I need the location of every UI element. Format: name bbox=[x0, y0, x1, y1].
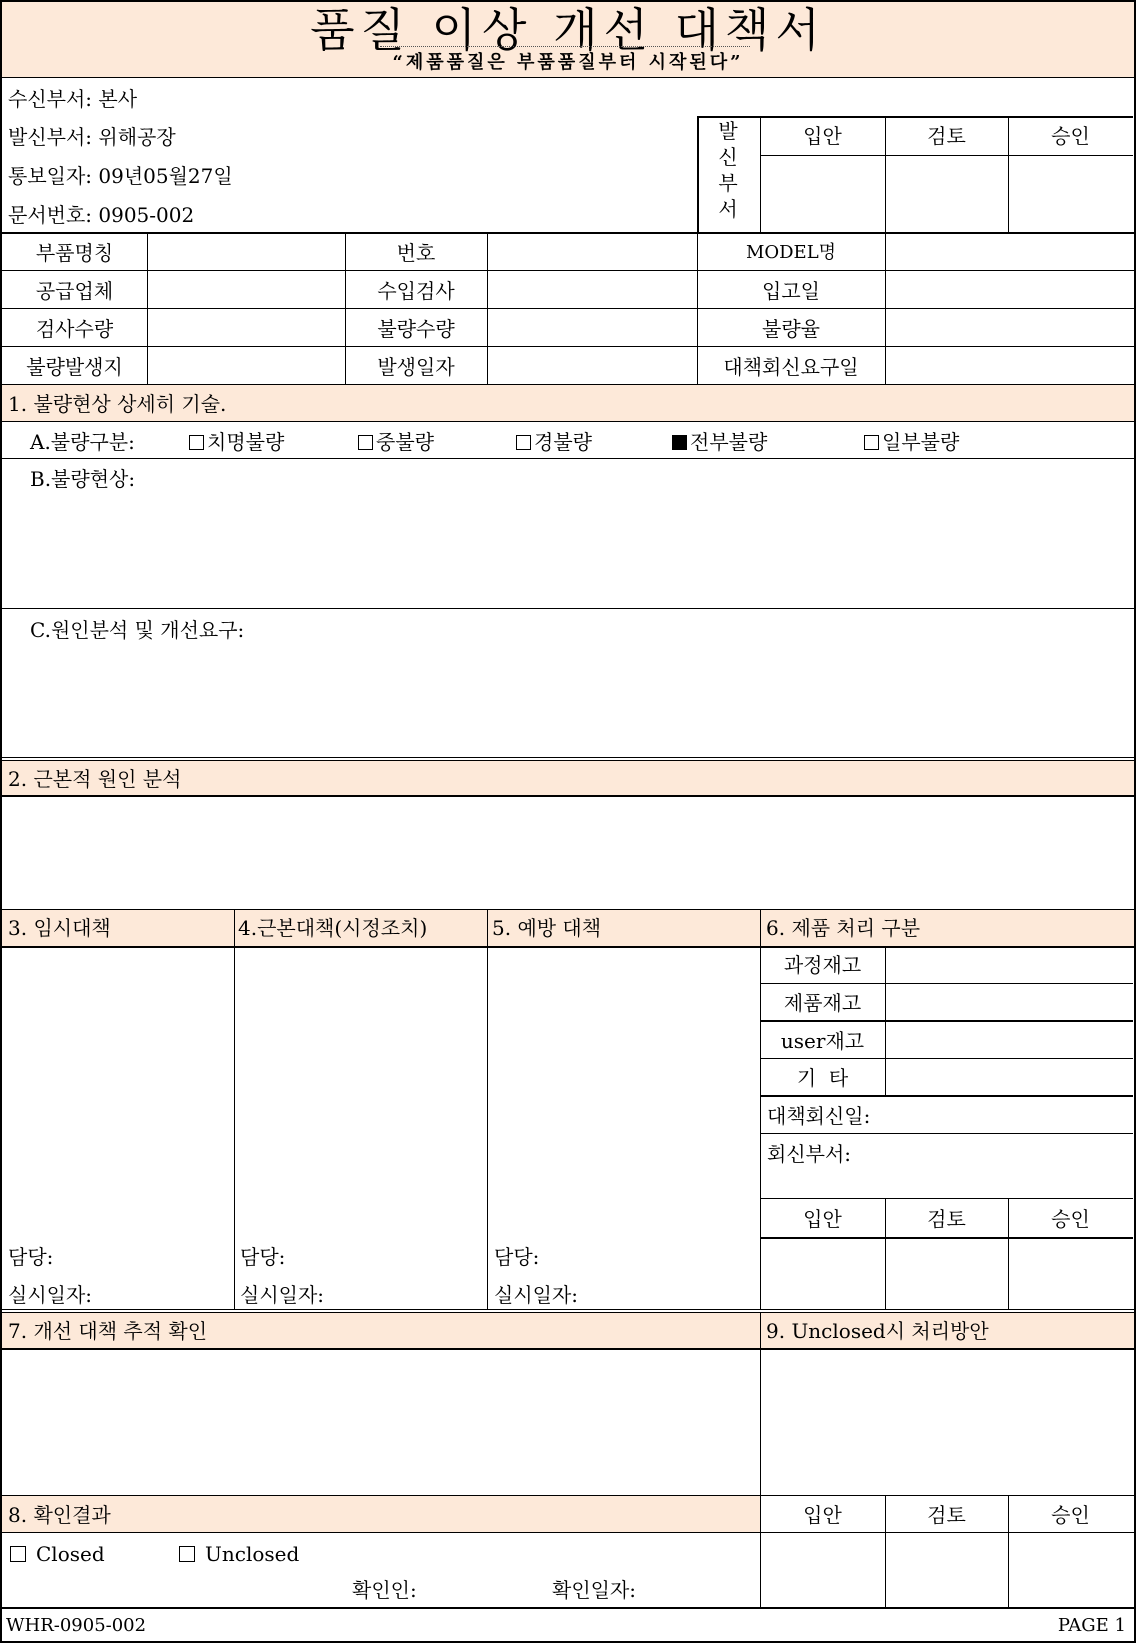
other-stock-value[interactable] bbox=[886, 1059, 1133, 1095]
other-stock-label: 기 타 bbox=[796, 1066, 849, 1090]
confirmer-label: 확인인: bbox=[352, 1578, 417, 1602]
section8-approval-draft: 입안 bbox=[803, 1503, 842, 1527]
process-stock-label: 과정재고 bbox=[783, 953, 862, 977]
defect-phenomenon-label: B.불량현상: bbox=[30, 467, 136, 491]
section5-exec-date-label: 실시일자: bbox=[494, 1283, 579, 1307]
section3-person-label: 담당: bbox=[8, 1245, 54, 1269]
label-receipt-date: 입고일 bbox=[762, 279, 820, 303]
value-incoming-inspection[interactable] bbox=[488, 271, 697, 308]
label-defect-location: 불량발생지 bbox=[26, 355, 123, 379]
option-total-defect[interactable]: 전부불량 bbox=[672, 430, 767, 454]
section1-title: 1. 불량현상 상세히 기술. bbox=[8, 392, 227, 416]
defect-phenomenon-area[interactable] bbox=[2, 495, 1134, 607]
tracking-confirmation-area[interactable] bbox=[2, 1351, 760, 1494]
page-title: 품질 이상 개선 대책서 bbox=[310, 3, 826, 57]
approval-top-draft-sign[interactable] bbox=[761, 156, 884, 231]
user-stock-value[interactable] bbox=[886, 1022, 1133, 1058]
cause-analysis-area[interactable] bbox=[2, 646, 1134, 756]
checkbox-icon bbox=[179, 1546, 195, 1562]
approval-top-approve: 승인 bbox=[1051, 124, 1090, 148]
section6-approval-review: 검토 bbox=[927, 1207, 966, 1231]
section4-title: 4.근본대책(시정조치) bbox=[238, 916, 428, 940]
label-occurrence-date: 발생일자 bbox=[377, 355, 455, 379]
notice-date: 통보일자: 09년05월27일 bbox=[8, 164, 233, 188]
section6-approval-draft: 입안 bbox=[803, 1207, 842, 1231]
value-inspection-qty[interactable] bbox=[148, 309, 345, 346]
approval-top-review: 검토 bbox=[927, 124, 966, 148]
option-partial-defect[interactable]: 일부불량 bbox=[864, 430, 959, 454]
section4-exec-date-label: 실시일자: bbox=[240, 1283, 325, 1307]
section3-title: 3. 임시대책 bbox=[8, 916, 111, 940]
temporary-measure-area[interactable] bbox=[2, 948, 234, 1238]
footer-page-number: PAGE 1 bbox=[1057, 1615, 1126, 1636]
title-underline bbox=[380, 46, 750, 47]
section8-review-sign[interactable] bbox=[886, 1533, 1007, 1607]
section8-approve-sign[interactable] bbox=[1009, 1533, 1132, 1607]
option-minor-defect[interactable]: 경불량 bbox=[516, 430, 592, 454]
section6-approval-approve: 승인 bbox=[1051, 1207, 1090, 1231]
label-incoming-inspection: 수입검사 bbox=[377, 279, 455, 303]
checked-checkbox-icon bbox=[672, 435, 687, 450]
defect-type-label: A.불량구분: bbox=[30, 430, 135, 454]
section3-exec-date-label: 실시일자: bbox=[8, 1283, 93, 1307]
section4-person-label: 담당: bbox=[240, 1245, 286, 1269]
option-major-defect[interactable]: 중불량 bbox=[358, 430, 434, 454]
process-stock-value[interactable] bbox=[886, 947, 1133, 983]
section8-approval-approve: 승인 bbox=[1051, 1503, 1090, 1527]
document-number: 문서번호: 0905-002 bbox=[8, 203, 195, 227]
closed-option[interactable]: Closed bbox=[10, 1542, 105, 1566]
sender-dept: 발신부서: 위해공장 bbox=[8, 125, 176, 149]
checkbox-icon bbox=[864, 435, 879, 450]
product-stock-label: 제품재고 bbox=[783, 991, 862, 1015]
section2-title: 2. 근본적 원인 분석 bbox=[8, 767, 182, 791]
section8-approval-review: 검토 bbox=[927, 1503, 966, 1527]
cause-analysis-label: C.원인분석 및 개선요구: bbox=[30, 618, 245, 642]
section8-band bbox=[2, 1496, 760, 1532]
section8-draft-sign[interactable] bbox=[761, 1533, 884, 1607]
value-defect-location[interactable] bbox=[148, 347, 345, 384]
section6-approve-sign[interactable] bbox=[1009, 1240, 1132, 1308]
value-receipt-date[interactable] bbox=[886, 271, 1133, 308]
section6-draft-sign[interactable] bbox=[761, 1240, 884, 1308]
label-defect-qty: 불량수량 bbox=[377, 317, 455, 341]
approval-top-draft: 입안 bbox=[803, 124, 842, 148]
value-occurrence-date[interactable] bbox=[488, 347, 697, 384]
reply-date-label: 대책회신일: bbox=[767, 1104, 871, 1128]
root-measure-area[interactable] bbox=[235, 948, 487, 1238]
value-supplier[interactable] bbox=[148, 271, 345, 308]
user-stock-label: user재고 bbox=[780, 1029, 865, 1053]
checkbox-icon bbox=[189, 435, 204, 450]
unclosed-handling-area[interactable] bbox=[761, 1351, 1133, 1494]
approval-top-approve-sign[interactable] bbox=[1009, 156, 1132, 231]
section7-title: 7. 개선 대책 추적 확인 bbox=[8, 1319, 208, 1343]
preventive-measure-area[interactable] bbox=[488, 948, 760, 1238]
label-defect-rate: 불량율 bbox=[762, 317, 820, 341]
recipient-dept: 수신부서: 본사 bbox=[8, 87, 138, 111]
section6-title: 6. 제품 처리 구분 bbox=[766, 916, 921, 940]
approval-top-review-sign[interactable] bbox=[886, 156, 1007, 231]
page-subtitle: “제품품질은 부품품질부터 시작된다” bbox=[392, 52, 744, 73]
checkbox-icon bbox=[516, 435, 531, 450]
option-critical-defect[interactable]: 치명불량 bbox=[189, 430, 284, 454]
confirm-date-label: 확인일자: bbox=[552, 1578, 637, 1602]
value-reply-request-date[interactable] bbox=[886, 347, 1133, 384]
value-part-number[interactable] bbox=[488, 233, 697, 270]
reply-dept-label: 회신부서: bbox=[767, 1142, 852, 1166]
section5-title: 5. 예방 대책 bbox=[492, 916, 602, 940]
value-defect-qty[interactable] bbox=[488, 309, 697, 346]
label-reply-request-date: 대책회신요구일 bbox=[723, 355, 859, 379]
section5-person-label: 담당: bbox=[494, 1245, 540, 1269]
label-inspection-qty: 검사수량 bbox=[35, 317, 114, 341]
checkbox-icon bbox=[10, 1546, 26, 1562]
value-part-name[interactable] bbox=[148, 233, 345, 270]
label-model-name: MODEL명 bbox=[745, 242, 837, 263]
section6-review-sign[interactable] bbox=[886, 1240, 1007, 1308]
unclosed-option[interactable]: Unclosed bbox=[179, 1542, 299, 1566]
footer-form-code: WHR-0905-002 bbox=[6, 1615, 147, 1636]
sender-dept-vertical-label: 발신부서 bbox=[718, 119, 738, 221]
root-cause-area[interactable] bbox=[2, 798, 1134, 908]
checkbox-icon bbox=[358, 435, 373, 450]
value-model-name[interactable] bbox=[886, 233, 1133, 270]
label-part-number: 번호 bbox=[396, 241, 436, 265]
label-part-name: 부품명칭 bbox=[35, 241, 114, 265]
value-defect-rate[interactable] bbox=[886, 309, 1133, 346]
label-supplier: 공급업체 bbox=[35, 279, 114, 303]
section8-title: 8. 확인결과 bbox=[8, 1503, 111, 1527]
product-stock-value[interactable] bbox=[886, 984, 1133, 1020]
section9-title: 9. Unclosed시 처리방안 bbox=[766, 1319, 989, 1343]
